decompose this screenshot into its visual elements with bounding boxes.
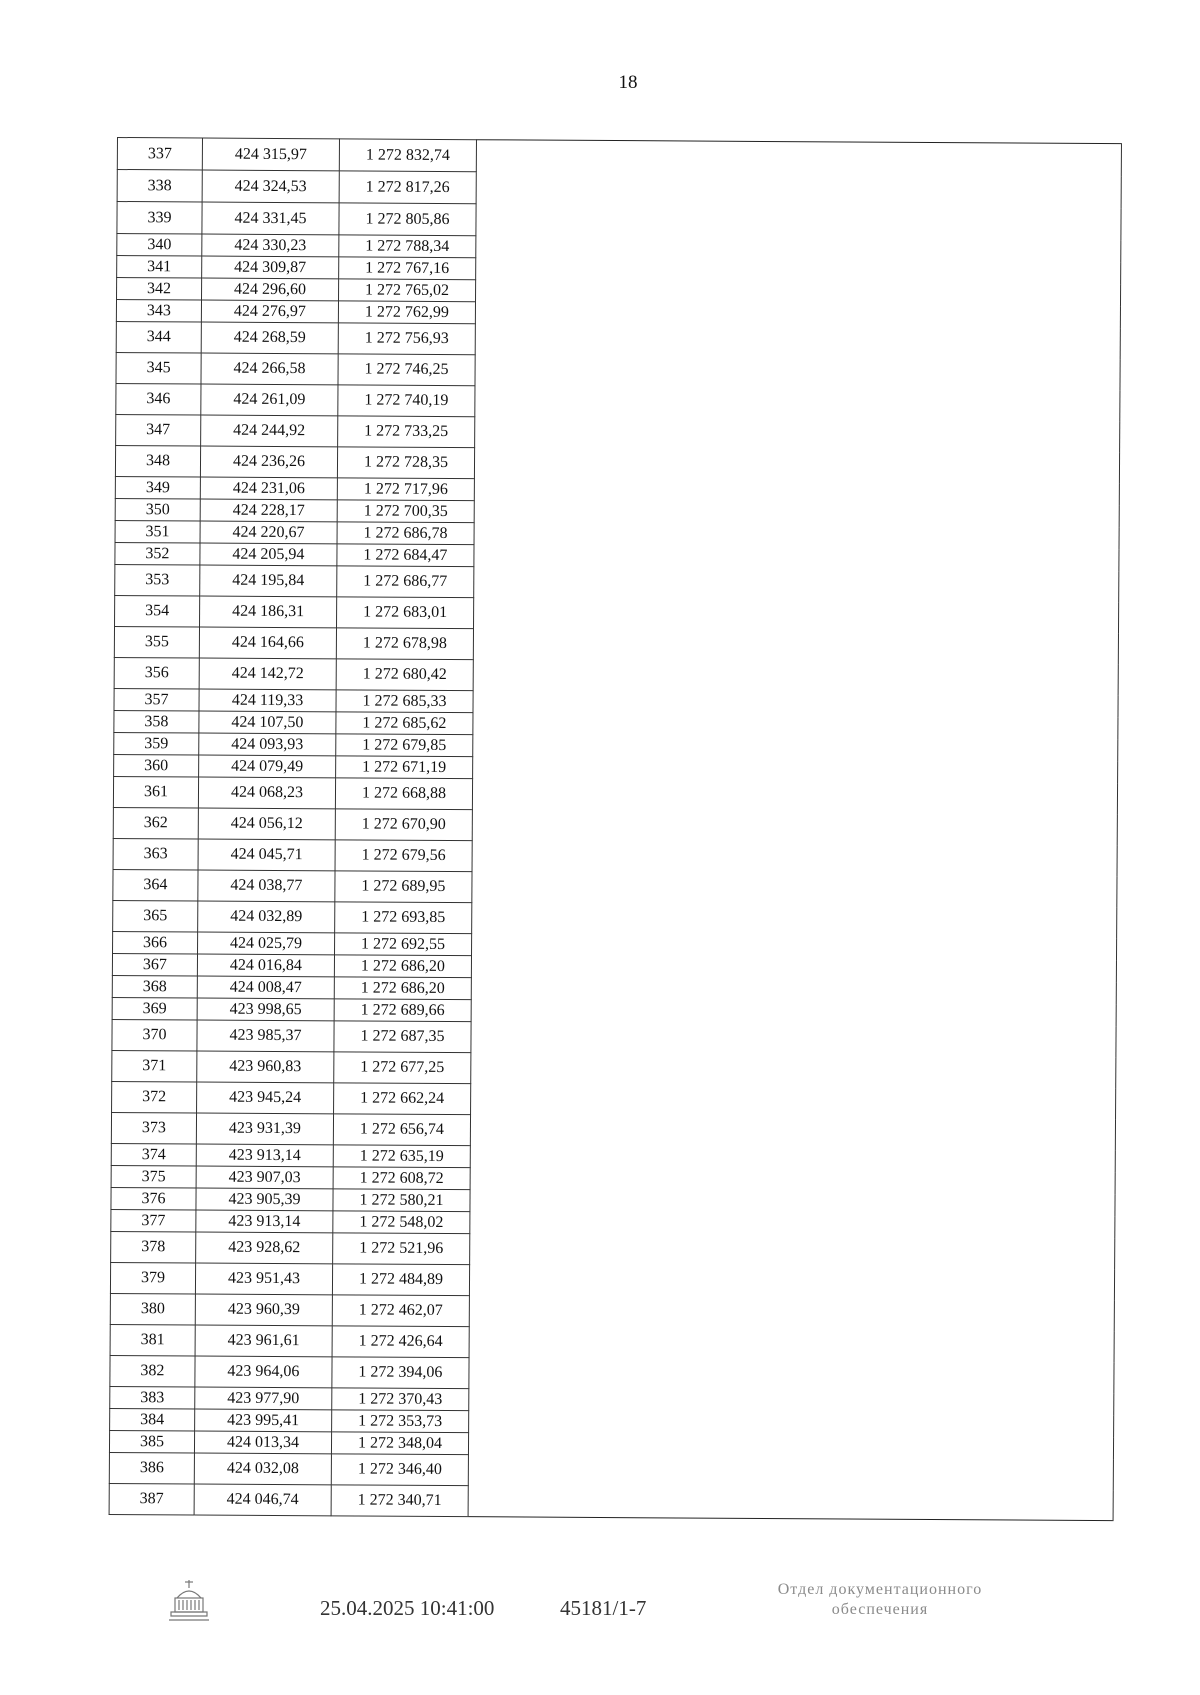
y-coordinate-cell: 1 272 733,25 [338, 416, 475, 448]
point-number-cell: 354 [115, 595, 200, 627]
point-number-cell: 377 [111, 1209, 196, 1232]
y-coordinate-cell: 1 272 677,25 [334, 1052, 471, 1084]
point-number-cell: 339 [117, 202, 202, 235]
y-coordinate-cell: 1 272 700,35 [337, 500, 474, 523]
point-number-cell: 371 [112, 1050, 197, 1082]
x-coordinate-cell: 424 231,06 [200, 477, 337, 500]
point-number-cell: 369 [112, 997, 197, 1020]
x-coordinate-cell: 424 016,84 [197, 954, 334, 977]
x-coordinate-cell: 423 907,03 [196, 1166, 333, 1189]
point-number-cell: 360 [114, 754, 199, 777]
stamp-line-2: обеспечения [831, 1601, 929, 1618]
x-coordinate-cell: 424 068,23 [198, 777, 335, 809]
point-number-cell: 358 [114, 710, 199, 733]
y-coordinate-cell: 1 272 348,04 [331, 1432, 468, 1455]
point-number-cell: 343 [116, 300, 201, 323]
point-number-cell: 342 [117, 278, 202, 301]
point-number-cell: 359 [114, 732, 199, 755]
point-number-cell: 375 [111, 1165, 196, 1188]
footer-datetime: 25.04.2025 10:41:00 [320, 1596, 495, 1620]
point-number-cell: 357 [114, 688, 199, 711]
point-number-cell: 372 [112, 1081, 197, 1113]
x-coordinate-cell: 424 261,09 [201, 384, 338, 416]
y-coordinate-cell: 1 272 686,78 [337, 522, 474, 545]
x-coordinate-cell: 424 331,45 [202, 202, 339, 235]
empty-column-cell [468, 140, 1121, 1521]
y-coordinate-cell: 1 272 686,20 [334, 977, 471, 1000]
x-coordinate-cell: 424 266,58 [201, 353, 338, 385]
point-number-cell: 385 [109, 1430, 194, 1453]
point-number-cell: 382 [110, 1355, 195, 1387]
y-coordinate-cell: 1 272 635,19 [333, 1145, 470, 1168]
x-coordinate-cell: 424 008,47 [197, 976, 334, 999]
y-coordinate-cell: 1 272 370,43 [332, 1388, 469, 1411]
point-number-cell: 348 [115, 445, 200, 477]
x-coordinate-cell: 423 961,61 [195, 1325, 332, 1357]
x-coordinate-cell: 424 315,97 [202, 138, 339, 171]
y-coordinate-cell: 1 272 832,74 [339, 139, 476, 172]
y-coordinate-cell: 1 272 687,35 [334, 1021, 471, 1053]
y-coordinate-cell: 1 272 670,90 [335, 809, 472, 841]
y-coordinate-cell: 1 272 767,16 [339, 257, 476, 280]
point-number-cell: 380 [110, 1293, 195, 1325]
point-number-cell: 346 [116, 383, 201, 415]
y-coordinate-cell: 1 272 762,99 [338, 301, 475, 324]
coordinates-table-body [109, 138, 1121, 1521]
y-coordinate-cell: 1 272 692,55 [335, 933, 472, 956]
x-coordinate-cell: 423 977,90 [195, 1387, 332, 1410]
x-coordinate-cell: 423 913,14 [196, 1144, 333, 1167]
y-coordinate-cell: 1 272 728,35 [337, 447, 474, 479]
point-number-cell: 379 [110, 1262, 195, 1294]
point-number-cell: 381 [110, 1324, 195, 1356]
point-number-cell: 337 [117, 138, 202, 171]
point-number-cell: 341 [117, 256, 202, 279]
y-coordinate-cell: 1 272 340,71 [331, 1485, 468, 1517]
point-number-cell: 352 [115, 542, 200, 565]
point-number-cell: 386 [109, 1452, 194, 1484]
x-coordinate-cell: 424 056,12 [198, 808, 335, 840]
y-coordinate-cell: 1 272 805,86 [339, 203, 476, 236]
x-coordinate-cell: 423 960,83 [197, 1051, 334, 1083]
point-number-cell: 347 [116, 414, 201, 446]
y-coordinate-cell: 1 272 756,93 [338, 323, 475, 355]
point-number-cell: 345 [116, 352, 201, 384]
point-number-cell: 378 [111, 1231, 196, 1263]
y-coordinate-cell: 1 272 817,26 [339, 171, 476, 204]
point-number-cell: 366 [113, 931, 198, 954]
x-coordinate-cell: 424 032,08 [194, 1453, 331, 1485]
point-number-cell: 370 [112, 1019, 197, 1051]
x-coordinate-cell: 424 186,31 [200, 596, 337, 628]
x-coordinate-cell: 424 032,89 [198, 901, 335, 933]
point-number-cell: 353 [115, 564, 200, 596]
y-coordinate-cell: 1 272 686,20 [334, 955, 471, 978]
y-coordinate-cell: 1 272 346,40 [331, 1454, 468, 1486]
y-coordinate-cell: 1 272 580,21 [333, 1189, 470, 1212]
stamp-line-1: Отдел документационного [777, 1581, 983, 1598]
y-coordinate-cell: 1 272 462,07 [332, 1295, 469, 1327]
point-number-cell: 344 [116, 321, 201, 353]
point-number-cell: 376 [111, 1187, 196, 1210]
x-coordinate-cell: 424 079,49 [199, 755, 336, 778]
point-number-cell: 363 [113, 838, 198, 870]
y-coordinate-cell: 1 272 788,34 [339, 235, 476, 258]
point-number-cell: 374 [111, 1143, 196, 1166]
x-coordinate-cell: 424 244,92 [201, 415, 338, 447]
x-coordinate-cell: 423 985,37 [197, 1020, 334, 1052]
y-coordinate-cell: 1 272 484,89 [332, 1264, 469, 1296]
x-coordinate-cell: 423 998,65 [197, 998, 334, 1021]
x-coordinate-cell: 423 905,39 [196, 1188, 333, 1211]
y-coordinate-cell: 1 272 684,47 [337, 544, 474, 567]
y-coordinate-cell: 1 272 686,77 [337, 566, 474, 598]
x-coordinate-cell: 424 038,77 [198, 870, 335, 902]
point-number-cell: 356 [114, 657, 199, 689]
x-coordinate-cell: 424 268,59 [201, 322, 338, 354]
point-number-cell: 373 [111, 1112, 196, 1144]
point-number-cell: 387 [109, 1483, 194, 1515]
point-number-cell: 384 [110, 1408, 195, 1431]
y-coordinate-cell: 1 272 394,06 [332, 1357, 469, 1389]
y-coordinate-cell: 1 272 685,33 [336, 690, 473, 713]
x-coordinate-cell: 424 142,72 [199, 658, 336, 690]
x-coordinate-cell: 424 107,50 [199, 711, 336, 734]
point-number-cell: 362 [113, 807, 198, 839]
point-number-cell: 355 [114, 626, 199, 658]
point-number-cell: 365 [113, 900, 198, 932]
x-coordinate-cell: 424 045,71 [198, 839, 335, 871]
y-coordinate-cell: 1 272 426,64 [332, 1326, 469, 1358]
point-number-cell: 361 [113, 776, 198, 808]
x-coordinate-cell: 423 960,39 [195, 1294, 332, 1326]
x-coordinate-cell: 424 119,33 [199, 689, 336, 712]
x-coordinate-cell: 423 951,43 [195, 1263, 332, 1295]
x-coordinate-cell: 424 164,66 [199, 627, 336, 659]
x-coordinate-cell: 424 205,94 [200, 543, 337, 566]
x-coordinate-cell: 424 330,23 [202, 234, 339, 257]
x-coordinate-cell: 423 945,24 [197, 1082, 334, 1114]
x-coordinate-cell: 424 013,34 [194, 1431, 331, 1454]
x-coordinate-cell: 424 046,74 [194, 1484, 331, 1516]
y-coordinate-cell: 1 272 689,66 [334, 999, 471, 1022]
y-coordinate-cell: 1 272 662,24 [334, 1083, 471, 1115]
y-coordinate-cell: 1 272 740,19 [338, 385, 475, 417]
y-coordinate-cell: 1 272 671,19 [336, 756, 473, 779]
x-coordinate-cell: 423 913,14 [196, 1210, 333, 1233]
x-coordinate-cell: 424 236,26 [200, 446, 337, 478]
x-coordinate-cell: 424 276,97 [201, 300, 338, 323]
point-number-cell: 364 [113, 869, 198, 901]
coordinates-table [109, 137, 1122, 1521]
y-coordinate-cell: 1 272 656,74 [333, 1114, 470, 1146]
point-number-cell: 340 [117, 234, 202, 257]
x-coordinate-cell: 424 220,67 [200, 521, 337, 544]
point-number-cell: 368 [112, 975, 197, 998]
y-coordinate-cell: 1 272 693,85 [335, 902, 472, 934]
y-coordinate-cell: 1 272 548,02 [333, 1211, 470, 1234]
x-coordinate-cell: 424 025,79 [198, 932, 335, 955]
x-coordinate-cell: 423 928,62 [196, 1232, 333, 1264]
point-number-cell: 349 [115, 476, 200, 499]
x-coordinate-cell: 424 309,87 [202, 256, 339, 279]
y-coordinate-cell: 1 272 717,96 [337, 478, 474, 501]
x-coordinate-cell: 423 964,06 [195, 1356, 332, 1388]
x-coordinate-cell: 424 093,93 [199, 733, 336, 756]
y-coordinate-cell: 1 272 678,98 [336, 628, 473, 660]
emblem-icon [165, 1576, 213, 1628]
point-number-cell: 367 [112, 953, 197, 976]
y-coordinate-cell: 1 272 765,02 [339, 279, 476, 302]
y-coordinate-cell: 1 272 679,85 [336, 734, 473, 757]
y-coordinate-cell: 1 272 689,95 [335, 871, 472, 903]
point-number-cell: 350 [115, 498, 200, 521]
x-coordinate-cell: 424 228,17 [200, 499, 337, 522]
y-coordinate-cell: 1 272 608,72 [333, 1167, 470, 1190]
y-coordinate-cell: 1 272 353,73 [332, 1410, 469, 1433]
department-stamp [720, 1580, 1040, 1620]
y-coordinate-cell: 1 272 680,42 [336, 659, 473, 691]
point-number-cell: 351 [115, 520, 200, 543]
y-coordinate-cell: 1 272 685,62 [336, 712, 473, 735]
y-coordinate-cell: 1 272 521,96 [333, 1233, 470, 1265]
x-coordinate-cell: 424 195,84 [200, 565, 337, 597]
y-coordinate-cell: 1 272 668,88 [335, 778, 472, 810]
x-coordinate-cell: 424 296,60 [202, 278, 339, 301]
y-coordinate-cell: 1 272 679,56 [335, 840, 472, 872]
y-coordinate-cell: 1 272 683,01 [337, 597, 474, 629]
footer-document-number: 45181/1-7 [560, 1596, 647, 1620]
point-number-cell: 383 [110, 1386, 195, 1409]
point-number-cell: 338 [117, 170, 202, 203]
x-coordinate-cell: 424 324,53 [202, 170, 339, 203]
page-footer [0, 1570, 1200, 1650]
y-coordinate-cell: 1 272 746,25 [338, 354, 475, 386]
x-coordinate-cell: 423 931,39 [196, 1113, 333, 1145]
page-number: 18 [618, 72, 638, 93]
x-coordinate-cell: 423 995,41 [195, 1409, 332, 1432]
